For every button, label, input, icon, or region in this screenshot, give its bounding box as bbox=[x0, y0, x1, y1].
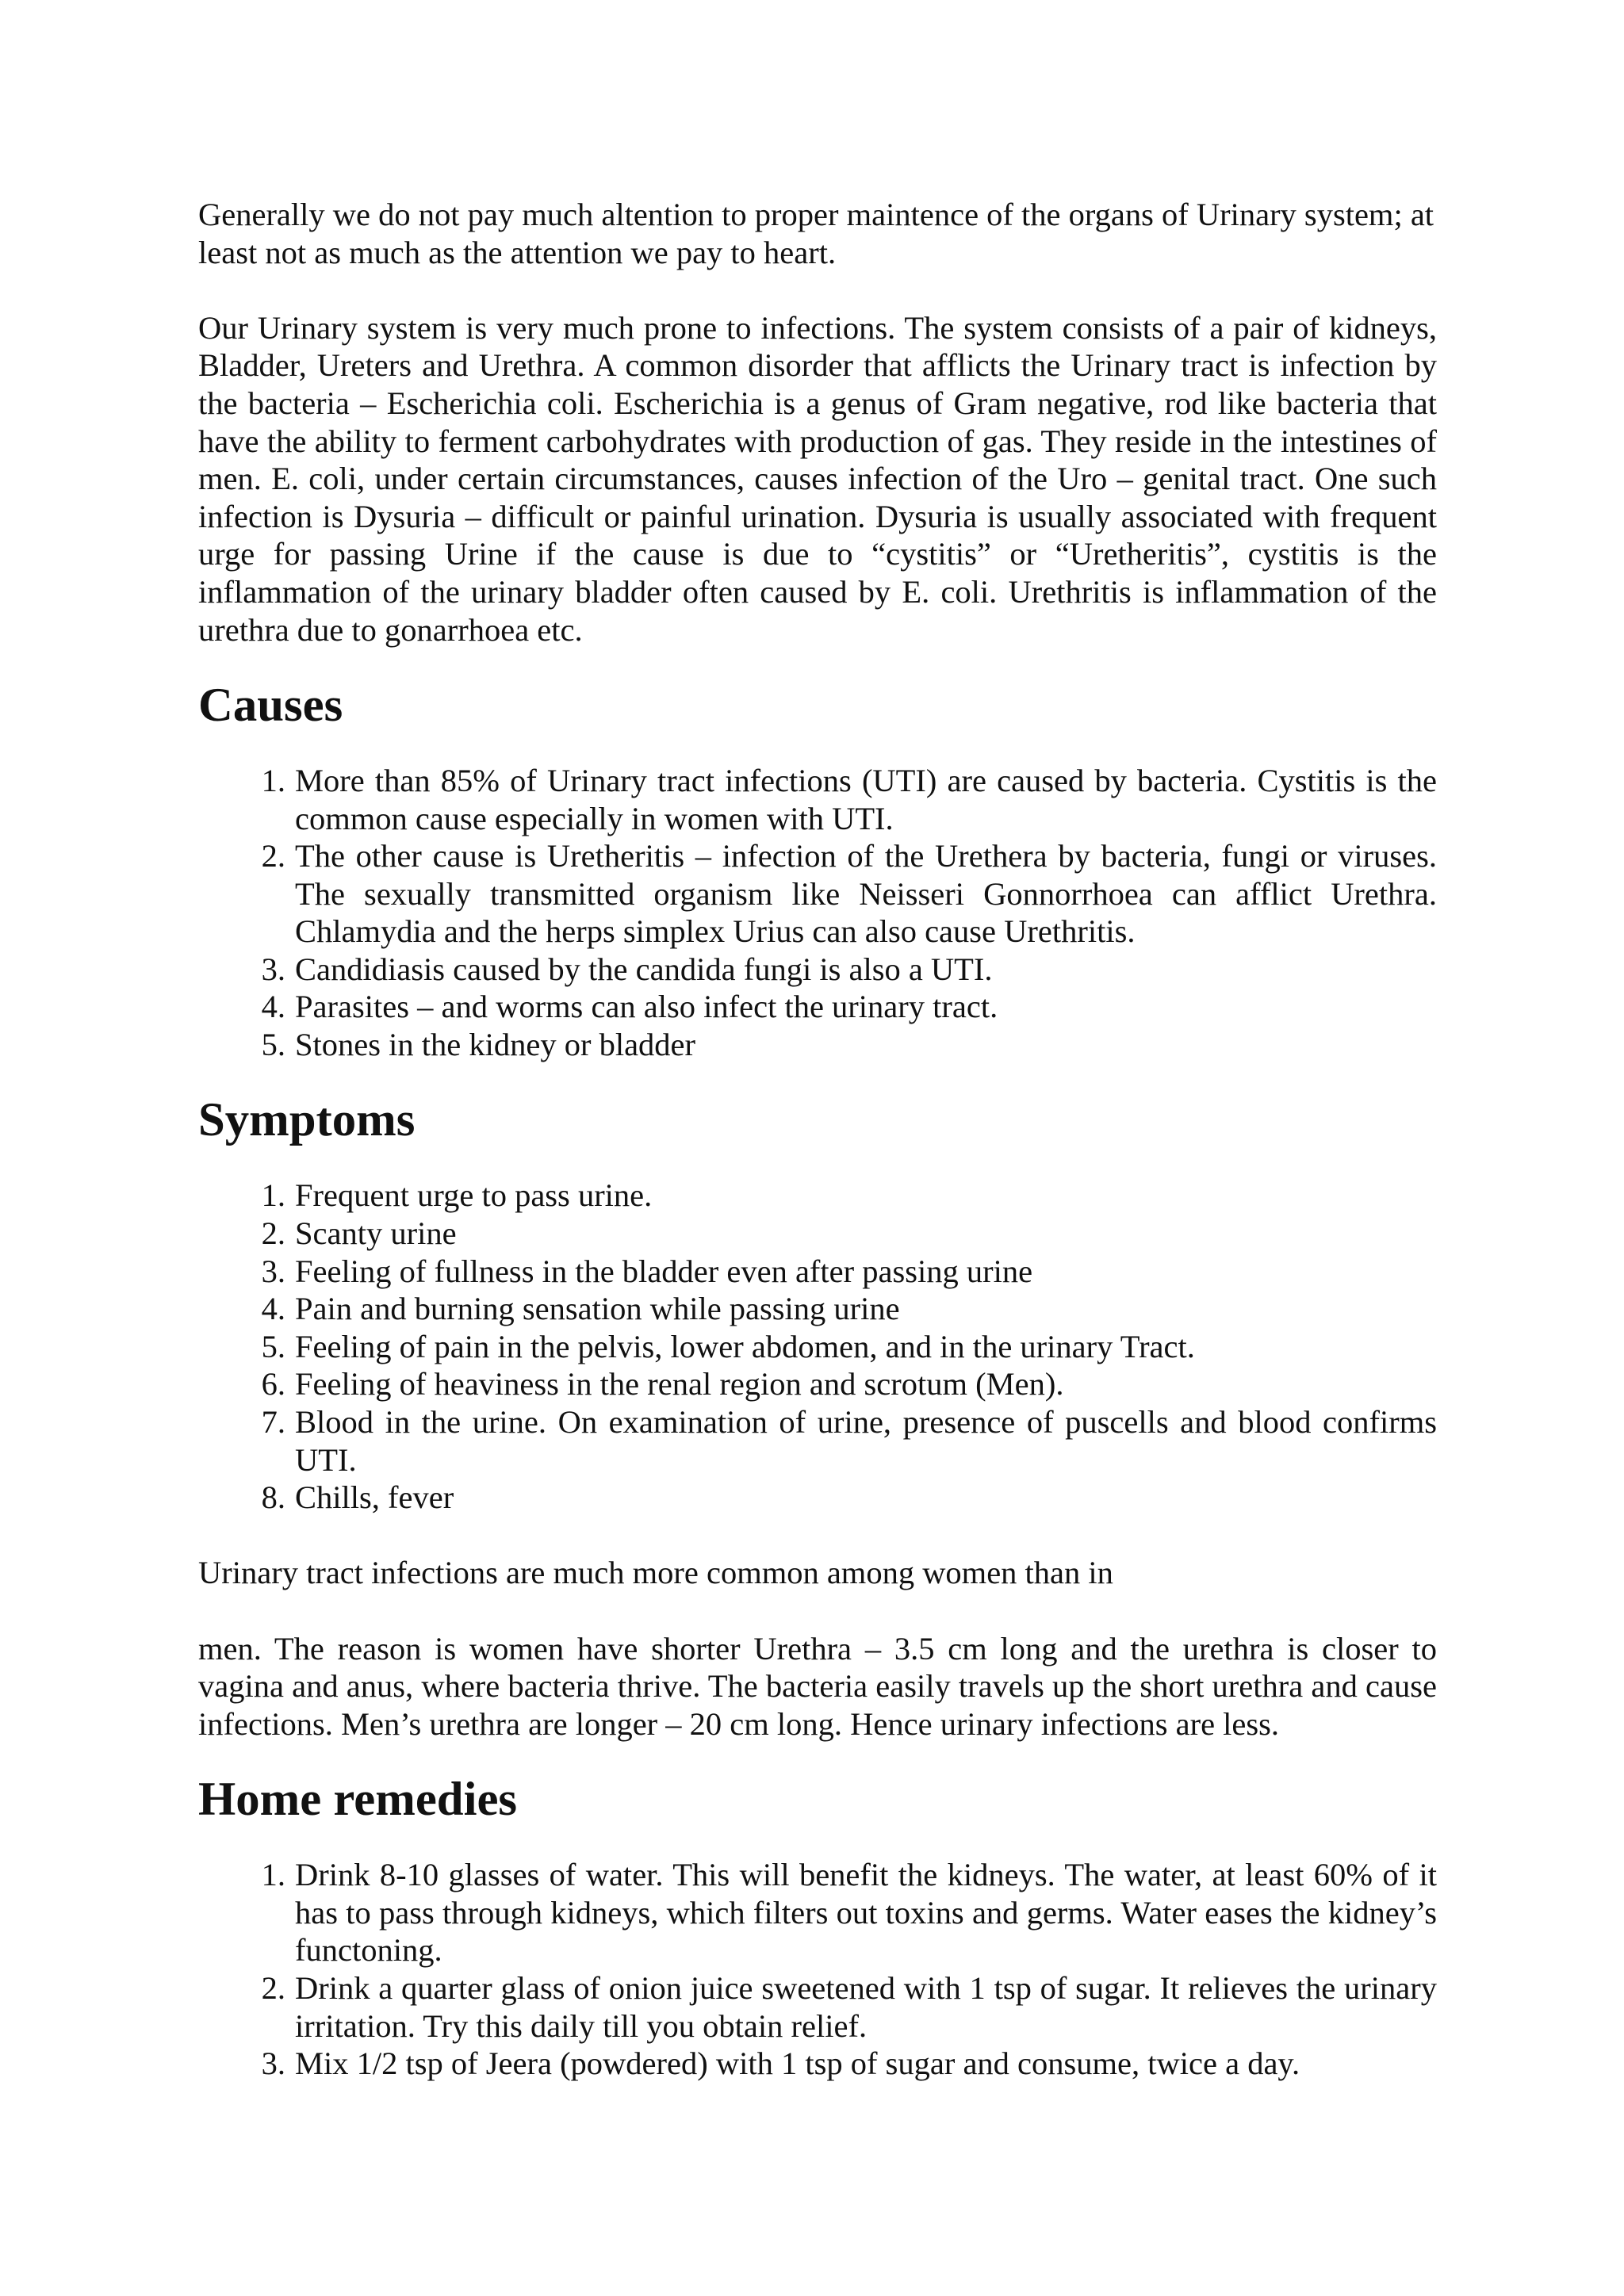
list-number: 3. bbox=[261, 2045, 285, 2082]
list-number: 1. bbox=[261, 762, 285, 798]
list-item-text: Pain and burning sensation while passing urine bbox=[295, 1291, 900, 1327]
list-item bbox=[198, 1403, 1437, 1479]
list-item bbox=[198, 2045, 1437, 2083]
list-item bbox=[198, 837, 1437, 951]
list-item-text: The other cause is Uretheritis – infection of the Urethera by bacteria, fungi or viruses. The sexually transmitted organism like Neisseri Gonnorrhoea can afflict Urethra. Chlamydia and the herps simplex Urius can also cause Urethritis. bbox=[295, 838, 1437, 950]
list-item-text: Feeling of pain in the pelvis, lower abdomen, and in the urinary Tract. bbox=[295, 1328, 1195, 1364]
list-number: 1. bbox=[261, 1177, 285, 1214]
list-item bbox=[198, 951, 1437, 989]
list-item-text: Stones in the kidney or bladder bbox=[295, 1027, 696, 1063]
list-item-text: More than 85% of Urinary tract infections (UTI) are caused by bacteria. Cystitis is the common cause especially in women with UTI. bbox=[295, 762, 1437, 836]
list-item bbox=[198, 1365, 1437, 1403]
list-number: 2. bbox=[261, 1215, 285, 1252]
causes-list bbox=[198, 762, 1437, 1064]
list-number: 1. bbox=[261, 1857, 285, 1893]
list-item bbox=[198, 988, 1437, 1026]
list-number: 2. bbox=[261, 1969, 285, 2006]
list-number: 7. bbox=[261, 1404, 285, 1440]
remedies-list bbox=[198, 1856, 1437, 2083]
list-number: 3. bbox=[261, 1253, 285, 1289]
list-item-text: Feeling of heaviness in the renal region and scrotum (Men). bbox=[295, 1366, 1064, 1402]
list-item-text: Drink 8-10 glasses of water. This will benefit the kidneys. The water, at least 60% of it has to pass through kidneys, which filters out toxins and germs. Water eases the kidney’s functoning. bbox=[295, 1857, 1437, 1969]
list-number: 8. bbox=[261, 1479, 285, 1516]
women-paragraph-2: men. The reason is women have shorter Urethra – 3.5 cm long and the urethra is closer to vagina and anus, where bacteria thrive. The bacteria easily travels up the short urethra and cause infections. Men’s urethra are longer – 20 cm long. Hence urinary infections are less. bbox=[198, 1630, 1437, 1742]
list-number: 3. bbox=[261, 951, 285, 987]
list-item-text: Drink a quarter glass of onion juice sweetened with 1 tsp of sugar. It relieves the urinary irritation. Try this daily till you obtain relief. bbox=[295, 1969, 1437, 2044]
list-number: 6. bbox=[261, 1366, 285, 1402]
document-page bbox=[198, 196, 1437, 2120]
list-number: 2. bbox=[261, 838, 285, 874]
symptoms-list bbox=[198, 1177, 1437, 1516]
list-number: 5. bbox=[261, 1027, 285, 1063]
list-item bbox=[198, 1856, 1437, 1969]
symptoms-heading: Symptoms bbox=[198, 1093, 416, 1147]
list-item bbox=[198, 1177, 1437, 1215]
list-item bbox=[198, 1026, 1437, 1064]
list-item-text: Mix 1/2 tsp of Jeera (powdered) with 1 tsp of sugar and consume, twice a day. bbox=[295, 2045, 1300, 2082]
causes-heading: Causes bbox=[198, 678, 343, 732]
list-number: 4. bbox=[261, 989, 285, 1025]
list-item bbox=[198, 1479, 1437, 1517]
list-item bbox=[198, 1215, 1437, 1253]
women-paragraph-1: Urinary tract infections are much more common among women than in bbox=[198, 1555, 1113, 1591]
list-number: 4. bbox=[261, 1291, 285, 1327]
list-item bbox=[198, 762, 1437, 837]
list-item-text: Blood in the urine. On examination of urine, presence of puscells and blood confirms UTI. bbox=[295, 1404, 1437, 1478]
list-item bbox=[198, 1969, 1437, 2045]
home-remedies-heading: Home remedies bbox=[198, 1772, 518, 1826]
intro-paragraph-2: Our Urinary system is very much prone to infections. The system consists of a pair of kidneys, Bladder, Ureters and Urethra. A common disorder that afflicts the Urinary tract is infection by the bacteria – Escherichia coli. Escherichia is a genus of Gram negative, rod like bacteria that have the ability to ferment carbohydrates with production of gas. They reside in the intestines of men. E. coli, under certain circumstances, causes infection of the Uro – genital tract. One such infection is Dysuria – difficult or painful urination. Dysuria is usually associated with frequent urge for passing Urine if the cause is due to “cystitis” or “Uretheritis”, cystitis is the inflammation of the urinary bladder often caused by E. coli. Urethritis is inflammation of the urethra due to gonarrhoea etc. bbox=[198, 309, 1437, 648]
list-item bbox=[198, 1253, 1437, 1291]
list-item bbox=[198, 1290, 1437, 1328]
intro-paragraph-1: Generally we do not pay much altention to proper maintence of the organs of Urinary system; at least not as much as the attention we pay to heart. bbox=[198, 197, 1434, 270]
list-item-text: Frequent urge to pass urine. bbox=[295, 1177, 653, 1214]
list-item-text: Parasites – and worms can also infect the urinary tract. bbox=[295, 989, 998, 1025]
list-item-text: Candidiasis caused by the candida fungi is also a UTI. bbox=[295, 951, 993, 987]
list-number: 5. bbox=[261, 1328, 285, 1364]
list-item-text: Chills, fever bbox=[295, 1479, 454, 1516]
list-item-text: Feeling of fullness in the bladder even after passing urine bbox=[295, 1253, 1033, 1289]
list-item-text: Scanty urine bbox=[295, 1215, 457, 1252]
list-item bbox=[198, 1328, 1437, 1366]
